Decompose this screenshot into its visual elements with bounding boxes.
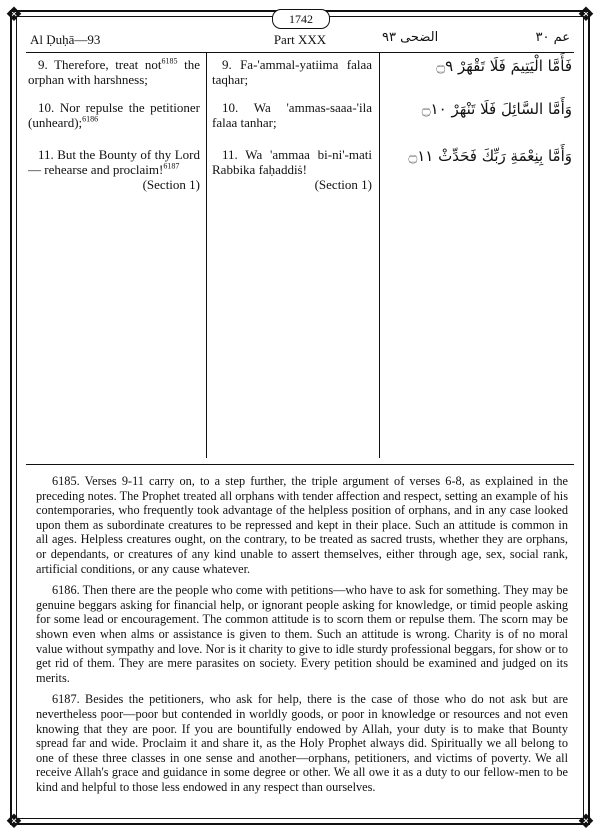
verse-english: 9. Therefore, treat not$^{6185}$ the orphan with harshness; <box>28 56 200 87</box>
verse-columns <box>26 53 574 458</box>
corner-ornament-icon: ❖ <box>577 809 595 833</box>
verse-english: 10. Nor repulse the petitioner (unheard);$^{6186}$ <box>28 100 200 130</box>
header-arabic-part: عم ۳۰ <box>535 30 570 45</box>
footnote-ref: 6187 <box>163 161 180 171</box>
corner-ornament-icon: ❖ <box>5 809 23 833</box>
verse-arabic: وَأَمَّا السَّائِلَ فَلَا تَنْهَرْ ۝١٠ <box>421 100 572 118</box>
footnotes <box>36 474 568 801</box>
footnote-6185: 6185. Verses 9-11 carry on, to a step further, the triple argument of verses 6-8, as explained in the preceding notes. The Prophet treated all orphans with tender affection and respect, setting an example of his contemporaries, who frequently took advantage of the helpless position of orphans, and in any case looked upon them as subordinate creatures to be repressed and kept in their place. Such an attitude is common in all ages. Helpless creatures ought, on the contrary, to be treated as sacred trusts, whether they are orphans, or dependants, or creatures of any kind unable to assert themselves, either through age, sex, social rank, artificial conditions, or any cause whatever. <box>36 474 568 576</box>
header-part: Part XXX <box>273 32 327 47</box>
column-divider <box>379 53 380 458</box>
footnote-ref: 6186 <box>82 114 99 124</box>
running-header <box>26 30 574 52</box>
verse-english: 11. But the Bounty of thy Lord— rehearse and proclaim!$^{6187}$ (Section 1) <box>28 147 200 192</box>
verse-transliteration: 11. Wa 'ammaa bi-ni'-mati Rabbika faḥaddiṡ! (Section 1) <box>212 147 372 192</box>
corner-ornament-icon: ❖ <box>577 2 595 26</box>
column-divider <box>206 53 207 458</box>
page-number: 1742 <box>272 9 330 29</box>
header-arabic-sura: الضحى ٩٣ <box>382 30 439 45</box>
section-marker: (Section 1) <box>142 177 200 192</box>
header-sura-name: Al Ḍuḥā—93 <box>30 32 101 47</box>
footnote-6187: 6187. Besides the petitioners, who ask for help, there is the case of those who do not ask but are nevertheless poor—poor but contended in worldly goods, or poor in knowledge or resources and not even knowing that they are poor. If you are bountifully endowed by Allah, your duty is to make that Bounty spread far and wide. Proclaim it and share it, as the Holy Prophet always did. Spiritually we all belong to one of these three classes in one sense and another—orphans, petitioners, and victims of poverty. We all receive Allah's grace and guidance in some degree or other. We all owe it as a duty to our fellow-men to be kind and helpful to those less endowed in any respect than ourselves. <box>36 692 568 794</box>
verse-arabic: فَأَمَّا الْيَتِيمَ فَلَا تَقْهَرْ ۝٩ <box>436 57 572 75</box>
footnote-divider <box>26 464 574 465</box>
verse-arabic: وَأَمَّا بِنِعْمَةِ رَبِّكَ فَحَدِّثْ ۝١١ <box>408 147 572 165</box>
verse-transliteration: 9. Fa-'ammal-yatiima falaa taqhar; <box>212 57 372 87</box>
verse-transliteration: 10. Wa 'ammas-saaa-'ila falaa tanhar; <box>212 100 372 130</box>
section-marker: (Section 1) <box>314 177 372 192</box>
footnote-ref: 6185 <box>161 56 178 66</box>
footnote-6186: 6186. Then there are the people who come with petitions—who have to ask for something. They may be genuine beggars asking for financial help, or ignorant people asking for knowledge, or timid people asking for some lead or encouragement. The common attitude is to scorn them or repulse them. The scorn may be shown even when alms or assistance is given to them. Such an attitude is wrong. Charity is of no moral value without sympathy and love. Nor is it charity to give to idle sturdy professional beggars, for show or to get rid of them. They are mere parasites on society. Every petition should be examined and judged on its merits. <box>36 583 568 685</box>
corner-ornament-icon: ❖ <box>5 2 23 26</box>
